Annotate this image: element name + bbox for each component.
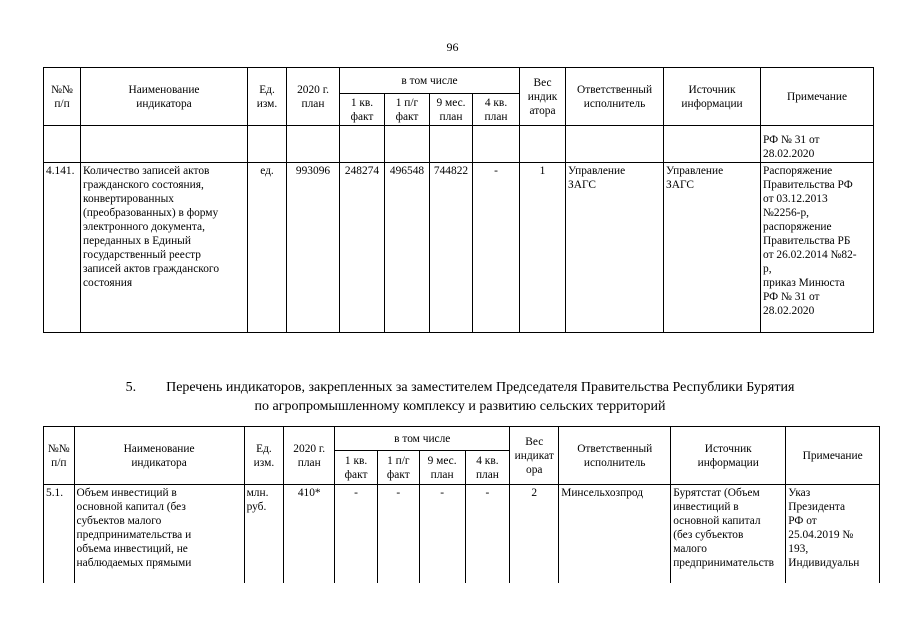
header-num: №№ п/п (44, 68, 81, 126)
header-h1-fact: 1 п/г факт (377, 451, 419, 485)
header-responsible: Ответственный исполнитель (559, 427, 671, 485)
table-row (44, 485, 880, 584)
row-weight: 1 (520, 163, 566, 333)
row-weight: 2 (510, 485, 559, 584)
header-unit: Ед. изм. (244, 427, 284, 485)
header-weight: Вес индикат ора (510, 427, 559, 485)
header-note: Примечание (761, 68, 874, 126)
row-q1-fact: 248274 (340, 163, 385, 333)
row-q4-plan: - (465, 485, 510, 584)
row-q4-plan: - (473, 163, 520, 333)
header-h1-fact: 1 п/г факт (385, 94, 430, 126)
header-source: Источник информации (664, 68, 761, 126)
continuation-note: РФ № 31 от 28.02.2020 (761, 126, 874, 163)
row-h1-fact: 496548 (385, 163, 430, 333)
section-title-line2: по агропромышленному комплексу и развитию сельских территорий (254, 399, 666, 414)
header-plan-2020: 2020 г. план (287, 68, 340, 126)
row-name: Объем инвестиций в основной капитал (без субъектов малого предпринимательства и объема инвестиций, не наблюдаемых прямыми (74, 485, 244, 584)
header-plan-2020: 2020 г. план (284, 427, 335, 485)
header-9m-plan: 9 мес. план (430, 94, 473, 126)
header-including: в том числе (340, 68, 520, 94)
header-q4-plan: 4 кв. план (465, 451, 510, 485)
row-source: Управление ЗАГС (664, 163, 761, 333)
header-name: Наименование индикатора (81, 68, 248, 126)
header-source: Источник информации (671, 427, 786, 485)
header-9m-plan: 9 мес. план (419, 451, 465, 485)
row-q1-fact: - (335, 485, 378, 584)
header-note: Примечание (786, 427, 880, 485)
header-unit: Ед. изм. (248, 68, 287, 126)
header-including: в том числе (335, 427, 510, 451)
section-title-line1: Перечень индикаторов, закрепленных за заместителем Председателя Правительства Республики Бурятия (166, 380, 795, 395)
header-num: №№ п/п (44, 427, 75, 485)
indicators-table-continued (43, 67, 874, 333)
row-plan-2020: 993096 (287, 163, 340, 333)
section-number: 5. (125, 380, 137, 395)
header-name: Наименование индикатора (74, 427, 244, 485)
table-row (44, 163, 874, 333)
row-num: 4.141. (44, 163, 81, 333)
header-q1-fact: 1 кв. факт (340, 94, 385, 126)
table-row-continuation (44, 126, 874, 163)
row-plan-2020: 410* (284, 485, 335, 584)
row-num: 5.1. (44, 485, 75, 584)
header-responsible: Ответственный исполнитель (566, 68, 664, 126)
table2-clip (43, 426, 883, 583)
section-heading (70, 378, 850, 416)
header-q1-fact: 1 кв. факт (335, 451, 378, 485)
row-name: Количество записей актов гражданского состояния, конвертированных (преобразованных) в форму электронного документа, переданных в Единый государственный реестр записей актов гражданского состояния (81, 163, 248, 333)
header-q4-plan: 4 кв. план (473, 94, 520, 126)
header-weight: Вес индик атора (520, 68, 566, 126)
row-note: Указ Президента РФ от 25.04.2019 № 193, Индивидуальн (786, 485, 880, 584)
row-responsible: Минсельхозпрод (559, 485, 671, 584)
row-responsible: Управление ЗАГС (566, 163, 664, 333)
indicators-table-section-5 (43, 426, 880, 583)
page-number: 96 (446, 40, 459, 54)
row-note: Распоряжение Правительства РФ от 03.12.2013 №2256-р, распоряжение Правительства РБ от 26.02.2014 №82- р, приказ Минюста РФ № 31 от 28.02.2020 (761, 163, 874, 333)
row-unit: млн. руб. (244, 485, 284, 584)
row-9m-plan: - (419, 485, 465, 584)
row-9m-plan: 744822 (430, 163, 473, 333)
row-source: Бурятстат (Объем инвестиций в основной капитал (без субъектов малого предпринимательств (671, 485, 786, 584)
row-h1-fact: - (377, 485, 419, 584)
row-unit: ед. (248, 163, 287, 333)
